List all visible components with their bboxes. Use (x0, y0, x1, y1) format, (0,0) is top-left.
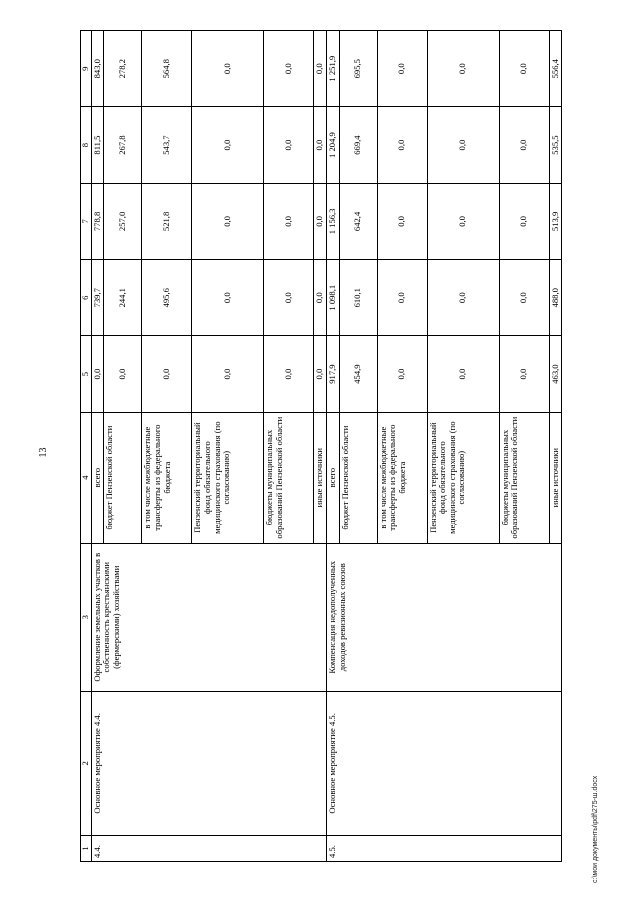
funding-value: 257,0 (104, 183, 142, 259)
funding-value: 0,0 (192, 183, 264, 259)
funding-value: 843,0 (91, 31, 104, 107)
funding-value: 244,1 (104, 260, 142, 336)
funding-value: 0,0 (314, 183, 327, 259)
funding-value: 0,0 (427, 260, 499, 336)
funding-value: 0,0 (264, 336, 314, 412)
funding-value: 0,0 (377, 260, 427, 336)
funding-value: 0,0 (499, 107, 549, 183)
funding-source: бюджет Пензенской области (339, 412, 377, 543)
funding-value: 556,4 (549, 31, 562, 107)
funding-source: бюджеты муниципальных образований Пензенской области (264, 412, 314, 543)
funding-source: иные источники (549, 412, 562, 543)
funding-value: 267,8 (104, 107, 142, 183)
funding-value: 0,0 (264, 107, 314, 183)
table-header-row (81, 31, 92, 862)
page-number: 13 (38, 447, 49, 458)
funding-value: 0,0 (499, 336, 549, 412)
funding-value: 454,9 (339, 336, 377, 412)
funding-source: в том числе межбюджетные трансферты из федерального бюджета (142, 412, 192, 543)
header-cell: 8 (81, 107, 92, 183)
funding-value: 0,0 (427, 336, 499, 412)
funding-value: 521,8 (142, 183, 192, 259)
funding-value: 0,0 (314, 107, 327, 183)
header-cell: 2 (81, 691, 92, 835)
funding-value: 917,9 (326, 336, 339, 412)
funding-value: 488,0 (549, 260, 562, 336)
funding-value: 0,0 (377, 336, 427, 412)
funding-value: 1 098,1 (326, 260, 339, 336)
funding-value: 0,0 (377, 183, 427, 259)
funding-value: 0,0 (314, 260, 327, 336)
funding-value: 811,5 (91, 107, 104, 183)
table-row (326, 31, 339, 862)
funding-value: 543,7 (142, 107, 192, 183)
funding-value: 0,0 (314, 31, 327, 107)
funding-value: 642,4 (339, 183, 377, 259)
budget-table (80, 30, 562, 862)
funding-value: 463,0 (549, 336, 562, 412)
funding-value: 0,0 (192, 31, 264, 107)
funding-source: всего (91, 412, 104, 543)
funding-value: 0,0 (499, 260, 549, 336)
funding-source: Пензенский территориальный фонд обязательного медицинского страхования (по согласованию) (192, 412, 264, 543)
funding-value: 0,0 (427, 183, 499, 259)
header-cell: 9 (81, 31, 92, 107)
funding-source: иные источники (314, 412, 327, 543)
funding-value: 778,8 (91, 183, 104, 259)
funding-value: 0,0 (192, 260, 264, 336)
funding-value: 0,0 (427, 31, 499, 107)
funding-value: 0,0 (192, 336, 264, 412)
funding-source: бюджеты муниципальных образований Пензенской области (499, 412, 549, 543)
funding-value: 0,0 (192, 107, 264, 183)
funding-value: 0,0 (499, 183, 549, 259)
funding-value: 669,4 (339, 107, 377, 183)
funding-value: 0,0 (377, 31, 427, 107)
header-cell: 4 (81, 412, 92, 543)
header-cell: 1 (81, 835, 92, 861)
event-description: Оформление земельных участков в собственность крестьянскими (фермерскими) хозяйствами (91, 543, 326, 691)
funding-source: бюджет Пензенской области (104, 412, 142, 543)
funding-value: 1 156,3 (326, 183, 339, 259)
funding-value: 739,7 (91, 260, 104, 336)
event-name: Основное мероприятие 4.5. (326, 691, 561, 835)
funding-value: 0,0 (91, 336, 104, 412)
header-cell: 3 (81, 543, 92, 691)
funding-value: 1 204,9 (326, 107, 339, 183)
funding-value: 0,0 (104, 336, 142, 412)
funding-value: 695,5 (339, 31, 377, 107)
funding-source: Пензенский территориальный фонд обязательного медицинского страхования (по согласованию) (427, 412, 499, 543)
funding-value: 278,2 (104, 31, 142, 107)
funding-value: 0,0 (499, 31, 549, 107)
table-body (91, 31, 562, 862)
budget-table-sheet (80, 30, 572, 862)
funding-value: 495,6 (142, 260, 192, 336)
header-cell: 6 (81, 260, 92, 336)
funding-value: 1 251,9 (326, 31, 339, 107)
funding-value: 0,0 (264, 31, 314, 107)
funding-value: 0,0 (142, 336, 192, 412)
funding-value: 535,5 (549, 107, 562, 183)
row-code: 4.4. (91, 835, 326, 861)
footer-file-path: c:\мои документы\pdf\275-ш.docx (592, 775, 599, 883)
funding-value: 564,8 (142, 31, 192, 107)
table-row (91, 31, 104, 862)
event-description: Компенсация недополученных доходов ревизионных союзов (326, 543, 561, 691)
funding-value: 0,0 (264, 183, 314, 259)
header-cell: 5 (81, 336, 92, 412)
funding-source: в том числе межбюджетные трансферты из федерального бюджета (377, 412, 427, 543)
funding-value: 0,0 (377, 107, 427, 183)
row-code: 4.5. (326, 835, 561, 861)
funding-source: всего (326, 412, 339, 543)
header-cell: 7 (81, 183, 92, 259)
funding-value: 513,9 (549, 183, 562, 259)
funding-value: 0,0 (314, 336, 327, 412)
funding-value: 610,1 (339, 260, 377, 336)
funding-value: 0,0 (264, 260, 314, 336)
event-name: Основное мероприятие 4.4. (91, 691, 326, 835)
funding-value: 0,0 (427, 107, 499, 183)
